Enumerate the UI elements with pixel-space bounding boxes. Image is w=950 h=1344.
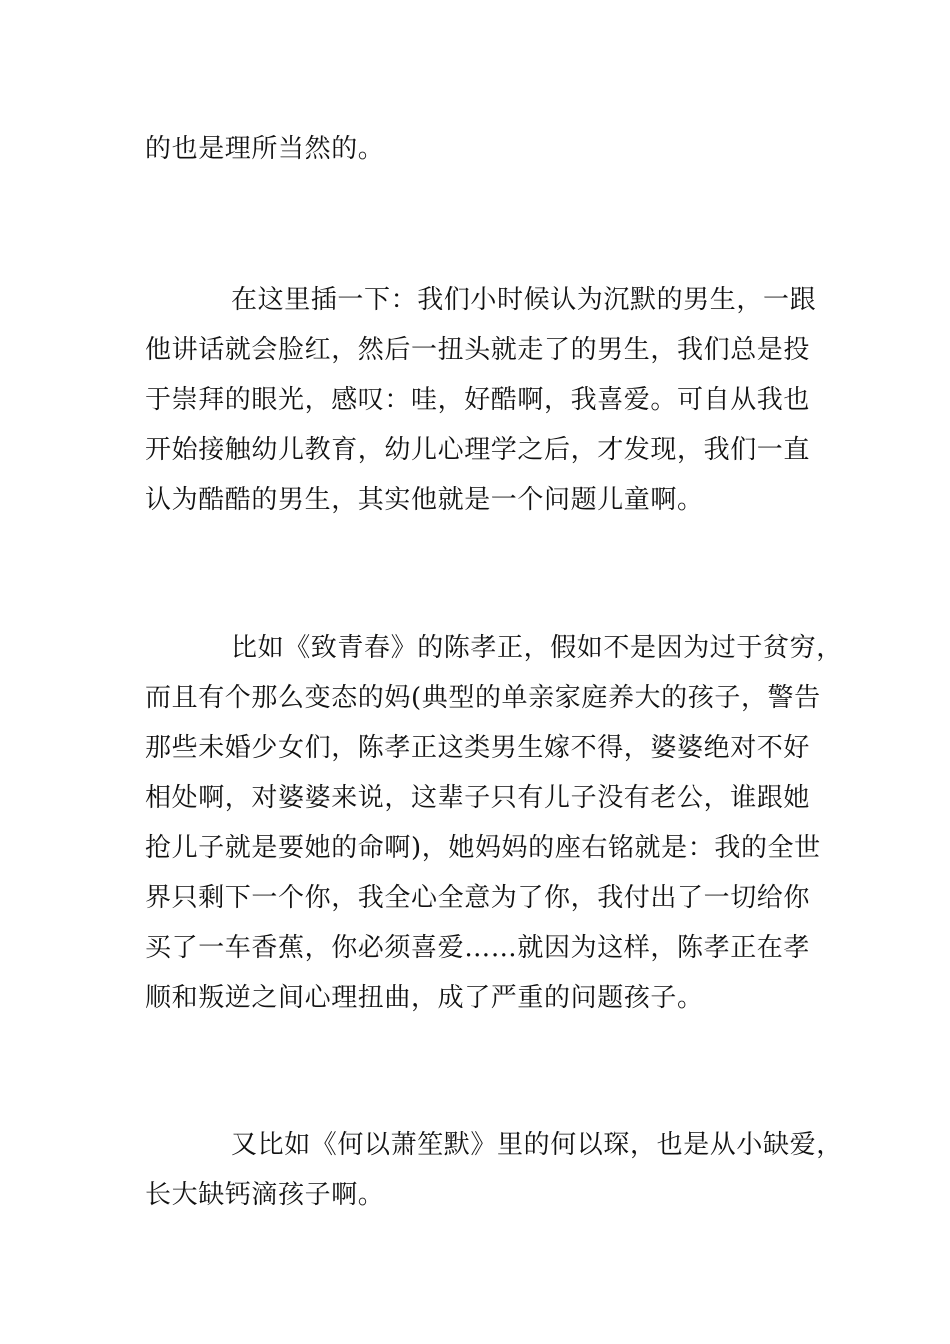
- text-line: 的也是理所当然的。: [145, 134, 385, 164]
- text-line: 长大缺钙滴孩子啊。: [145, 1180, 385, 1210]
- text-line: 而且有个那么变态的妈(典型的单亲家庭养大的孩子，警告: [145, 683, 821, 713]
- text-line: 他讲话就会脸红，然后一扭头就走了的男生，我们总是投: [145, 335, 811, 365]
- text-line: 认为酷酷的男生，其实他就是一个问题儿童啊。: [145, 485, 704, 515]
- text-line: 买了一车香蕉，你必须喜爱……就因为这样，陈孝正在孝: [145, 933, 811, 963]
- text-line: 又比如《何以萧笙默》里的何以琛，也是从小缺爱，: [231, 1130, 843, 1160]
- text-line: 界只剩下一个你，我全心全意为了你，我付出了一切给你: [145, 883, 811, 913]
- text-line: 抢儿子就是要她的命啊)，她妈妈的座右铭就是：我的全世: [145, 833, 821, 863]
- text-line: 在这里插一下：我们小时候认为沉默的男生，一跟: [231, 285, 817, 315]
- text-line: 比如《致青春》的陈孝正，假如不是因为过于贫穷，: [231, 633, 843, 663]
- text-line: 于崇拜的眼光，感叹：哇，好酷啊，我喜爱。可自从我也: [145, 385, 811, 415]
- text-line: 开始接触幼儿教育，幼儿心理学之后，才发现，我们一直: [145, 435, 811, 465]
- text-line: 相处啊，对婆婆来说，这辈子只有儿子没有老公，谁跟她: [145, 783, 811, 813]
- text-line: 那些未婚少女们，陈孝正这类男生嫁不得，婆婆绝对不好: [145, 733, 811, 763]
- text-line: 顺和叛逆之间心理扭曲，成了严重的问题孩子。: [145, 983, 704, 1013]
